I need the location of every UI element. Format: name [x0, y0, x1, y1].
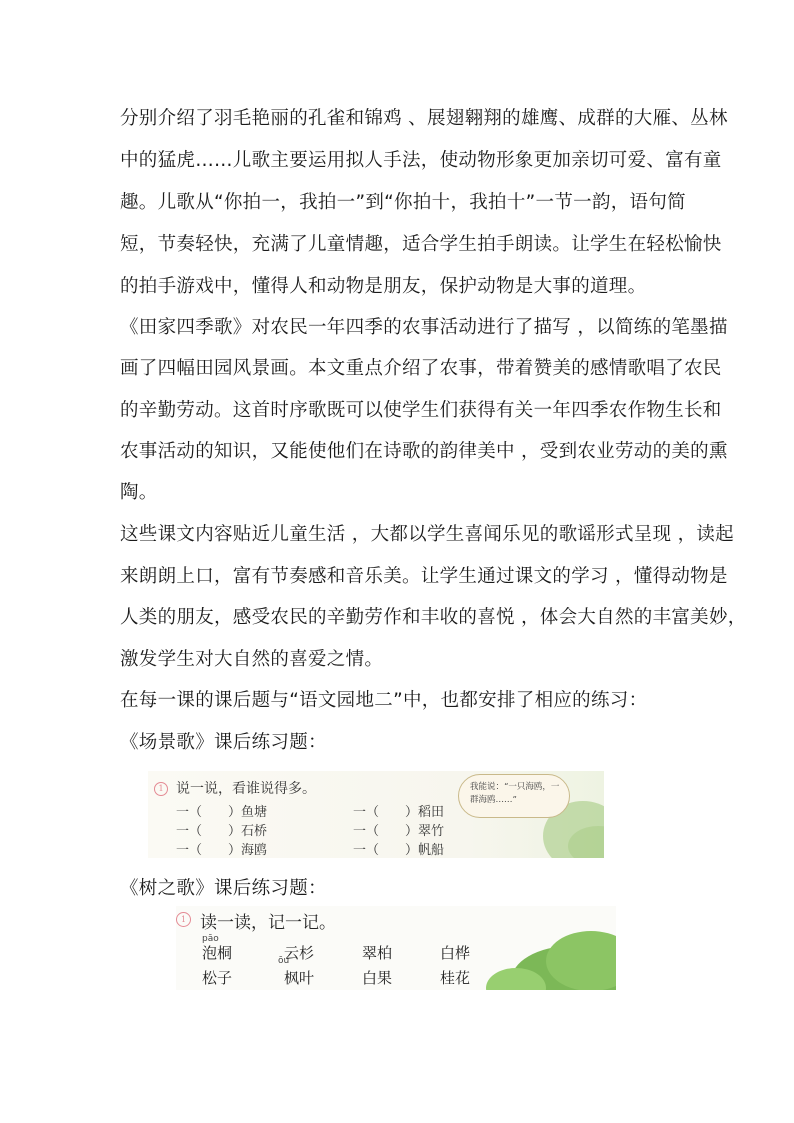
pinyin-annotation: ōu: [278, 956, 290, 966]
paragraph-line: 分别介绍了羽毛艳丽的孔雀和锦鸡 、展翅翱翔的雄鹰、成群的大雁、丛林: [120, 108, 728, 129]
pinyin-annotation: pāo: [202, 934, 219, 944]
speech-bubble-text: 我能说：“一只海鸥，一群海鸥……”: [470, 782, 560, 805]
fill-blank-item: 一（ ）石桥: [176, 824, 268, 839]
paragraph-line: 这些课文内容贴近儿童生活 ，大都以学生喜闻乐见的歌谣形式呈现 ，读起: [120, 524, 734, 545]
exercise-heading: 《场景歌》课后练习题：: [120, 732, 327, 753]
paragraph-line: 《田家四季歌》对农民一年四季的农事活动进行了描写 ，以简练的笔墨描: [120, 317, 728, 338]
vocab-word: 翠柏: [362, 944, 393, 962]
paragraph-line: 的辛勤劳动。这首时序歌既可以使学生们获得有关一年四季农作物生长和: [120, 400, 722, 421]
exercise-title: 说一说，看谁说得多。: [176, 781, 316, 797]
paragraph-line: 农事活动的知识，又能使他们在诗歌的韵律美中 ，受到农业劳动的美的熏: [120, 441, 728, 462]
exercise-number-icon: 1: [154, 782, 168, 796]
fill-blank-item: 一（ ）帆船: [353, 843, 445, 858]
vocab-word: 白桦: [440, 944, 471, 962]
paragraph-line: 画了四幅田园风景画。本文重点介绍了农事，带着赞美的感情歌唱了农民: [120, 358, 722, 379]
fill-blank-item: 一（ ）海鸥: [176, 843, 268, 858]
fill-blank-item: 一（ ）翠竹: [353, 824, 445, 839]
paragraph-line: 激发学生对大自然的喜爱之情。: [120, 649, 384, 670]
paragraph-line: 趣。儿歌从“你拍一，我拍一”到“你拍十，我拍十”一节一韵，语句简: [120, 192, 686, 213]
vocab-word: 云杉: [284, 944, 315, 962]
exercise-heading: 《树之歌》课后练习题：: [120, 878, 327, 899]
paragraph-line: 中的猛虎……儿歌主要运用拟人手法，使动物形象更加亲切可爱、富有童: [120, 150, 722, 171]
vocab-word: 松子: [202, 969, 233, 987]
paragraph-line: 来朗朗上口，富有节奏感和音乐美。让学生通过课文的学习 ，懂得动物是: [120, 566, 728, 587]
paragraph-line: 的拍手游戏中，懂得人和动物是朋友，保护动物是大事的道理。: [120, 276, 647, 297]
vocab-word: 枫叶: [284, 969, 315, 987]
vocab-word: 桂花: [440, 969, 471, 987]
paragraph-line: 在每一课的课后题与“语文园地二”中，也都安排了相应的练习：: [120, 690, 648, 711]
exercise-image-scene-song: [148, 771, 604, 858]
exercise-image-tree-song: [176, 906, 616, 990]
vocab-word: 泡桐: [202, 944, 233, 962]
exercise-number-icon: 1: [176, 912, 191, 927]
fill-blank-item: 一（ ）稻田: [353, 805, 445, 820]
paragraph-line: 短，节奏轻快，充满了儿童情趣，适合学生拍手朗读。让学生在轻松愉快: [120, 234, 722, 255]
paragraph-line: 陶。: [120, 482, 158, 503]
exercise-title: 读一读，记一记。: [200, 913, 336, 933]
paragraph-line: 人类的朋友，感受农民的辛勤劳作和丰收的喜悦 ，体会大自然的丰富美妙，: [120, 607, 747, 628]
fill-blank-item: 一（ ）鱼塘: [176, 805, 268, 820]
vocab-word: 白果: [362, 969, 393, 987]
